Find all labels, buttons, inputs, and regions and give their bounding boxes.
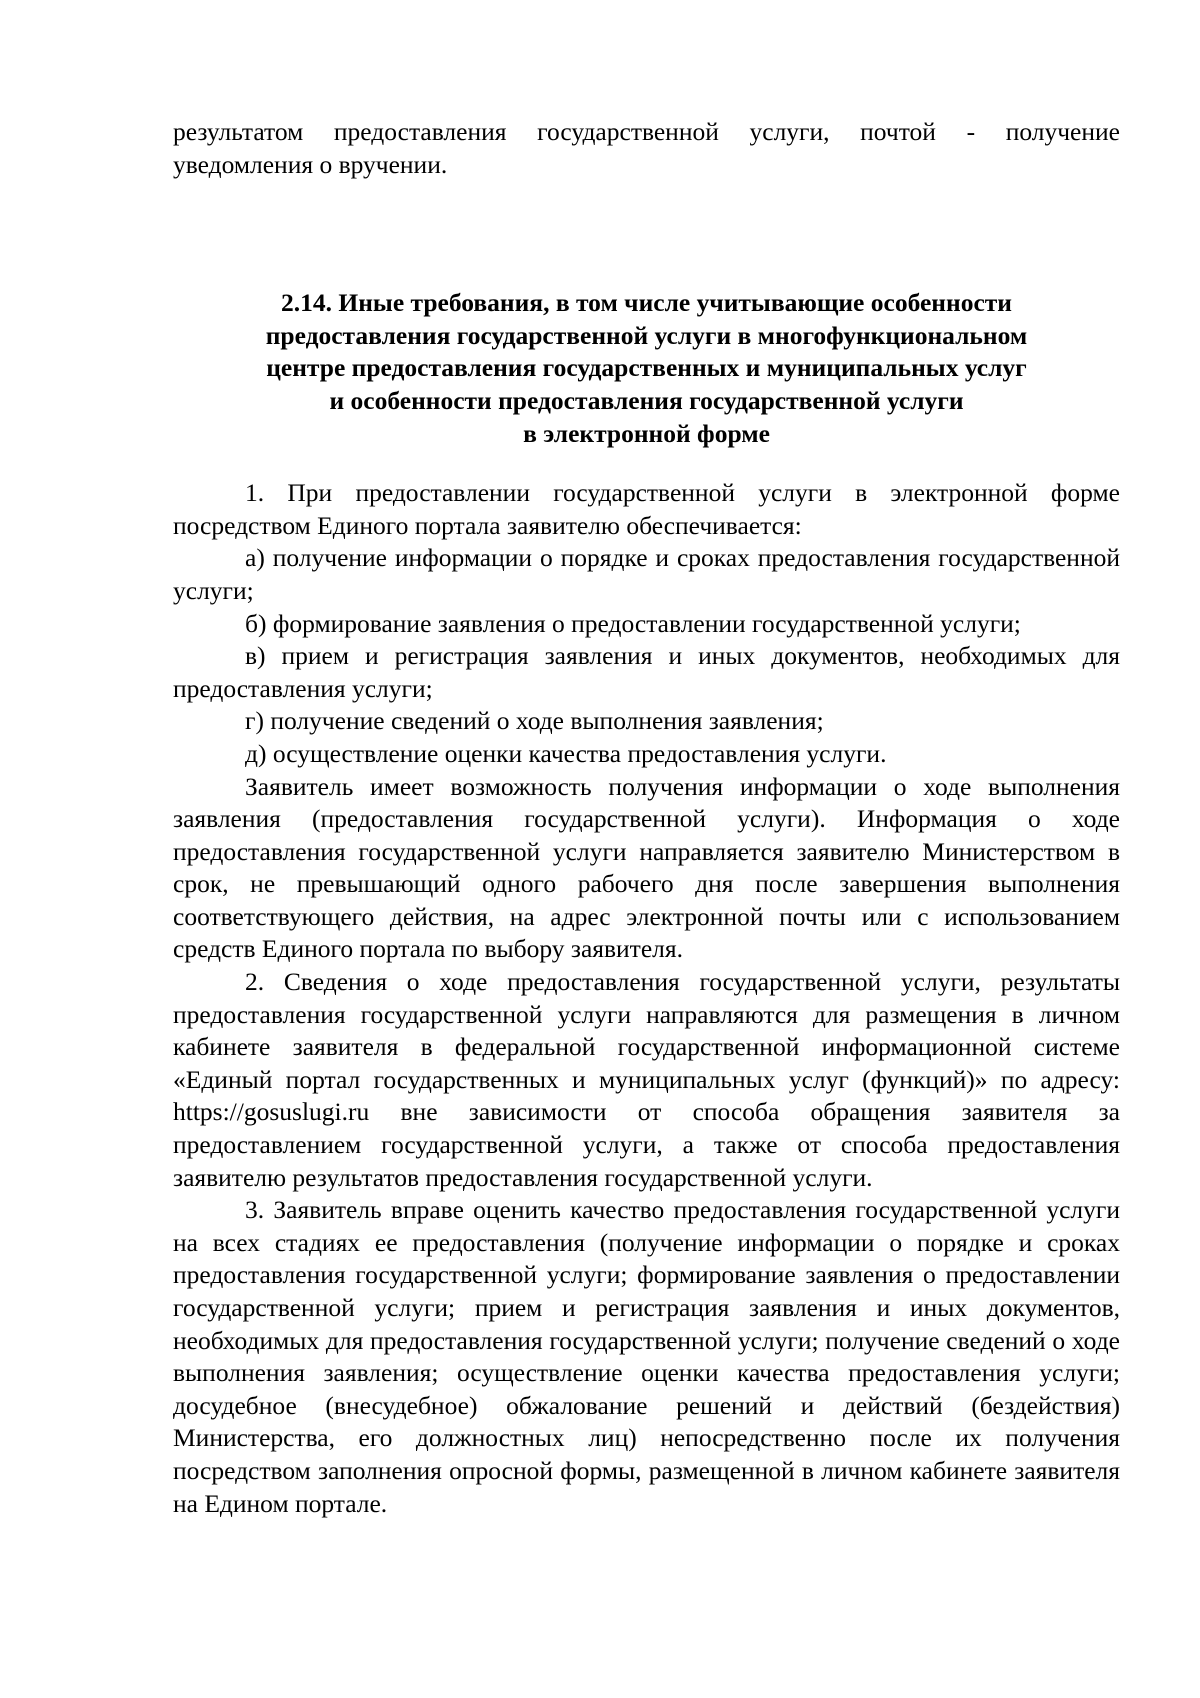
paragraph-3: 3. Заявитель вправе оценить качество предоставления государственной услуги на всех стадиях ее предоставления (получение информации о порядке и сроках предоставления государственной услуги; формирование заявления о предоставлении государственной услуги; прием и регистрация заявления и иных документов, необходимых для предоставления государственной услуги; получение сведений о ходе выполнения заявления; осуществление оценки качества предоставления услуги; досудебное (внесудебное) обжалование решений и действий (бездействия) Министерства, его должностных лиц) непосредственно после их получения посредством заполнения опросной формы, размещенной в личном кабинете заявителя на Едином портале. [173, 1195, 1120, 1518]
list-item-d: д) осуществление оценки качества предоставления услуги. [245, 738, 887, 768]
section-heading-line: и особенности предоставления государственной услуги [329, 385, 964, 415]
list-item-b: б) формирование заявления о предоставлении государственной услуги; [245, 608, 1021, 638]
section-heading-line: в электронной форме [523, 418, 770, 448]
paragraph-applicant-info: Заявитель имеет возможность получения информации о ходе выполнения заявления (предоставления государственной услуги). Информация о ходе предоставления государственной услуги направляется заявителю Министерством в срок, не превышающий одного рабочего дня после завершения выполнения соответствующего действия, на адрес электронной почты или с использованием средств Единого портала по выбору заявителя. [173, 771, 1120, 964]
list-item-v: в) прием и регистрация заявления и иных документов, необходимых для предоставления услуги; [173, 641, 1120, 703]
section-heading-line: центре предоставления государственных и муниципальных услуг [266, 353, 1027, 383]
paragraph-2: 2. Сведения о ходе предоставления государственной услуги, результаты предоставления государственной услуги направляются для размещения в личном кабинете заявителя в федеральной государственной информационной системе «Единый портал государственных и муниципальных услуг (функций)» по адресу: https://gosuslugi.ru вне зависимости от способа обращения заявителя за предоставлением государственной услуги, а также от способа предоставления заявителю результатов предоставления государственной услуги. [173, 967, 1120, 1192]
section-heading-line: предоставления государственной услуги в многофункциональном [265, 320, 1028, 350]
section-heading [173, 287, 1120, 450]
paragraph-1: 1. При предоставлении государственной услуги в электронной форме посредством Единого портала заявителю обеспечивается: [173, 478, 1120, 540]
section-heading-line: 2.14. Иные требования, в том числе учитывающие особенности [281, 288, 1012, 318]
intro-paragraph: результатом предоставления государственной услуги, почтой - получение уведомления о вручении. [173, 117, 1120, 179]
list-item-a: а) получение информации о порядке и сроках предоставления государственной услуги; [173, 543, 1120, 605]
document-page [173, 116, 1120, 1520]
list-item-g: г) получение сведений о ходе выполнения заявления; [245, 706, 824, 736]
